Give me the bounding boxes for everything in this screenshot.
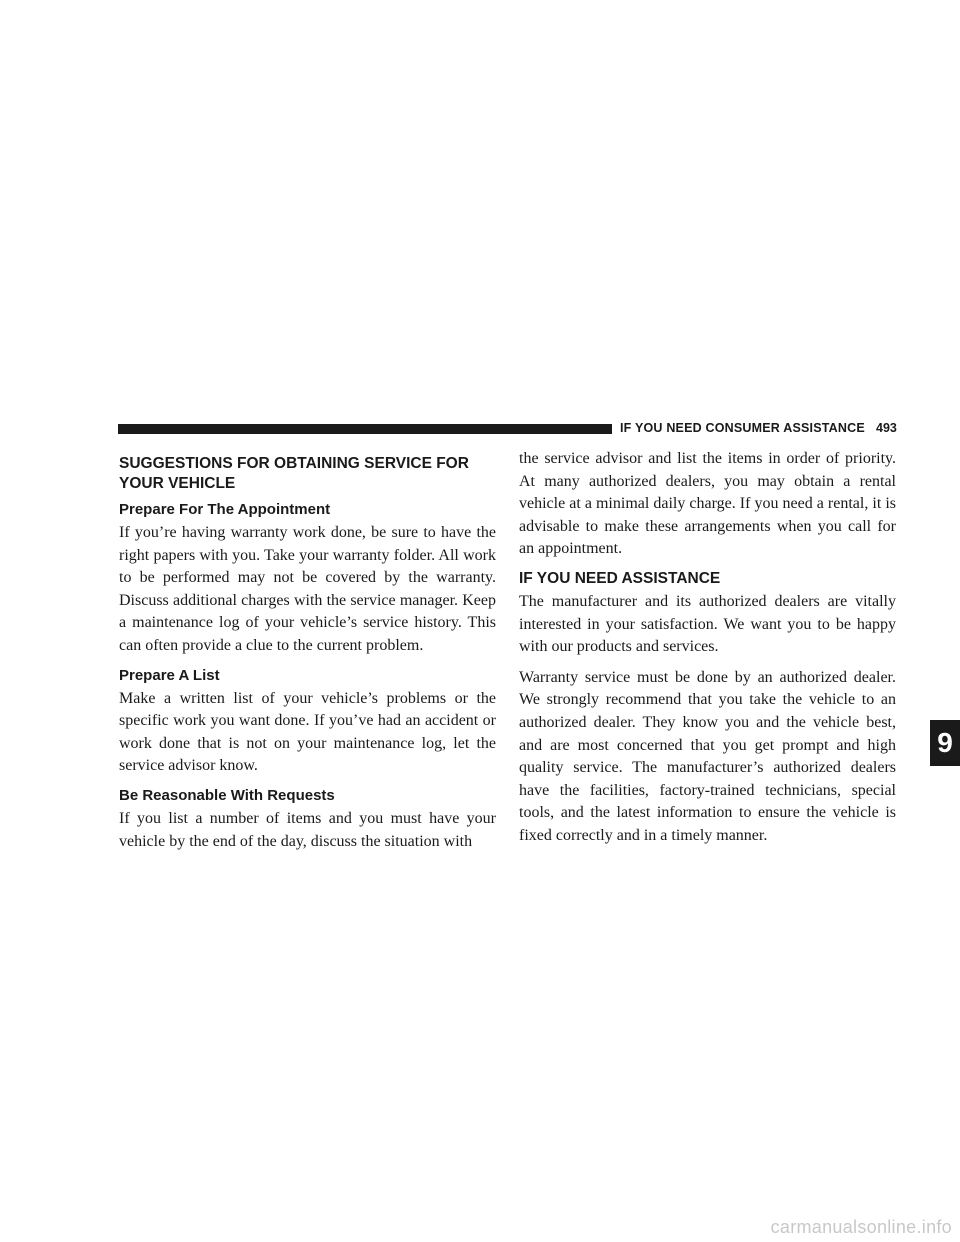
- right-column: [519, 448, 896, 856]
- chapter-tab: 9: [930, 720, 960, 766]
- paragraph-list: Make a written list of your vehicle’s problems or the specific work you want done. If you’ve had an accident or work done that is not on your maintenance log, let the service advisor know.: [119, 689, 496, 775]
- paragraph-requests: If you list a number of items and you must have your vehicle by the end of the day, discuss the situation with: [119, 809, 496, 850]
- subheading-list: Prepare A List: [119, 666, 220, 684]
- main-heading: SUGGESTIONS FOR OBTAINING SERVICE FOR YOUR VEHICLE: [119, 455, 469, 492]
- paragraph-satisfaction: The manufacturer and its authorized dealers are vitally interested in your satisfaction. We want you to be happy with our products and services.: [519, 592, 896, 656]
- paragraph-warranty-service: Warranty service must be done by an authorized dealer. We strongly recommend that you take the vehicle to an authorized dealer. They know you and the vehicle best, and are most concerned that you get prompt and high quality service. The manufacturer’s authorized dealers have the facilities, factory-trained technicians, special tools, and the latest information to ensure the vehicle is fixed correctly and in a timely manner.: [519, 668, 896, 844]
- paragraph-appointment: If you’re having warranty work done, be sure to have the right papers with you. Take your warranty folder. All work to be performed may not be covered by the warranty. Discuss additional charges with the service manager. Keep a maintenance log of your vehicle’s service history. This can often provide a clue to the current problem.: [119, 524, 496, 654]
- page-number: 493: [876, 421, 897, 435]
- section-title: IF YOU NEED CONSUMER ASSISTANCE: [620, 421, 865, 435]
- header-rule: [118, 424, 612, 434]
- subheading-appointment: Prepare For The Appointment: [119, 501, 331, 518]
- left-column: [119, 448, 496, 861]
- paragraph-continued: the service advisor and list the items in order of priority. At many authorized dealers, you may obtain a rental vehicle at a minimal daily charge. If you need a rental, it is advisable to make these arrangements when you call for an appointment.: [519, 450, 896, 558]
- watermark: carmanualsonline.info: [770, 1217, 952, 1237]
- subheading-requests: Be Reasonable With Requests: [119, 786, 335, 804]
- assistance-heading: IF YOU NEED ASSISTANCE: [519, 569, 721, 587]
